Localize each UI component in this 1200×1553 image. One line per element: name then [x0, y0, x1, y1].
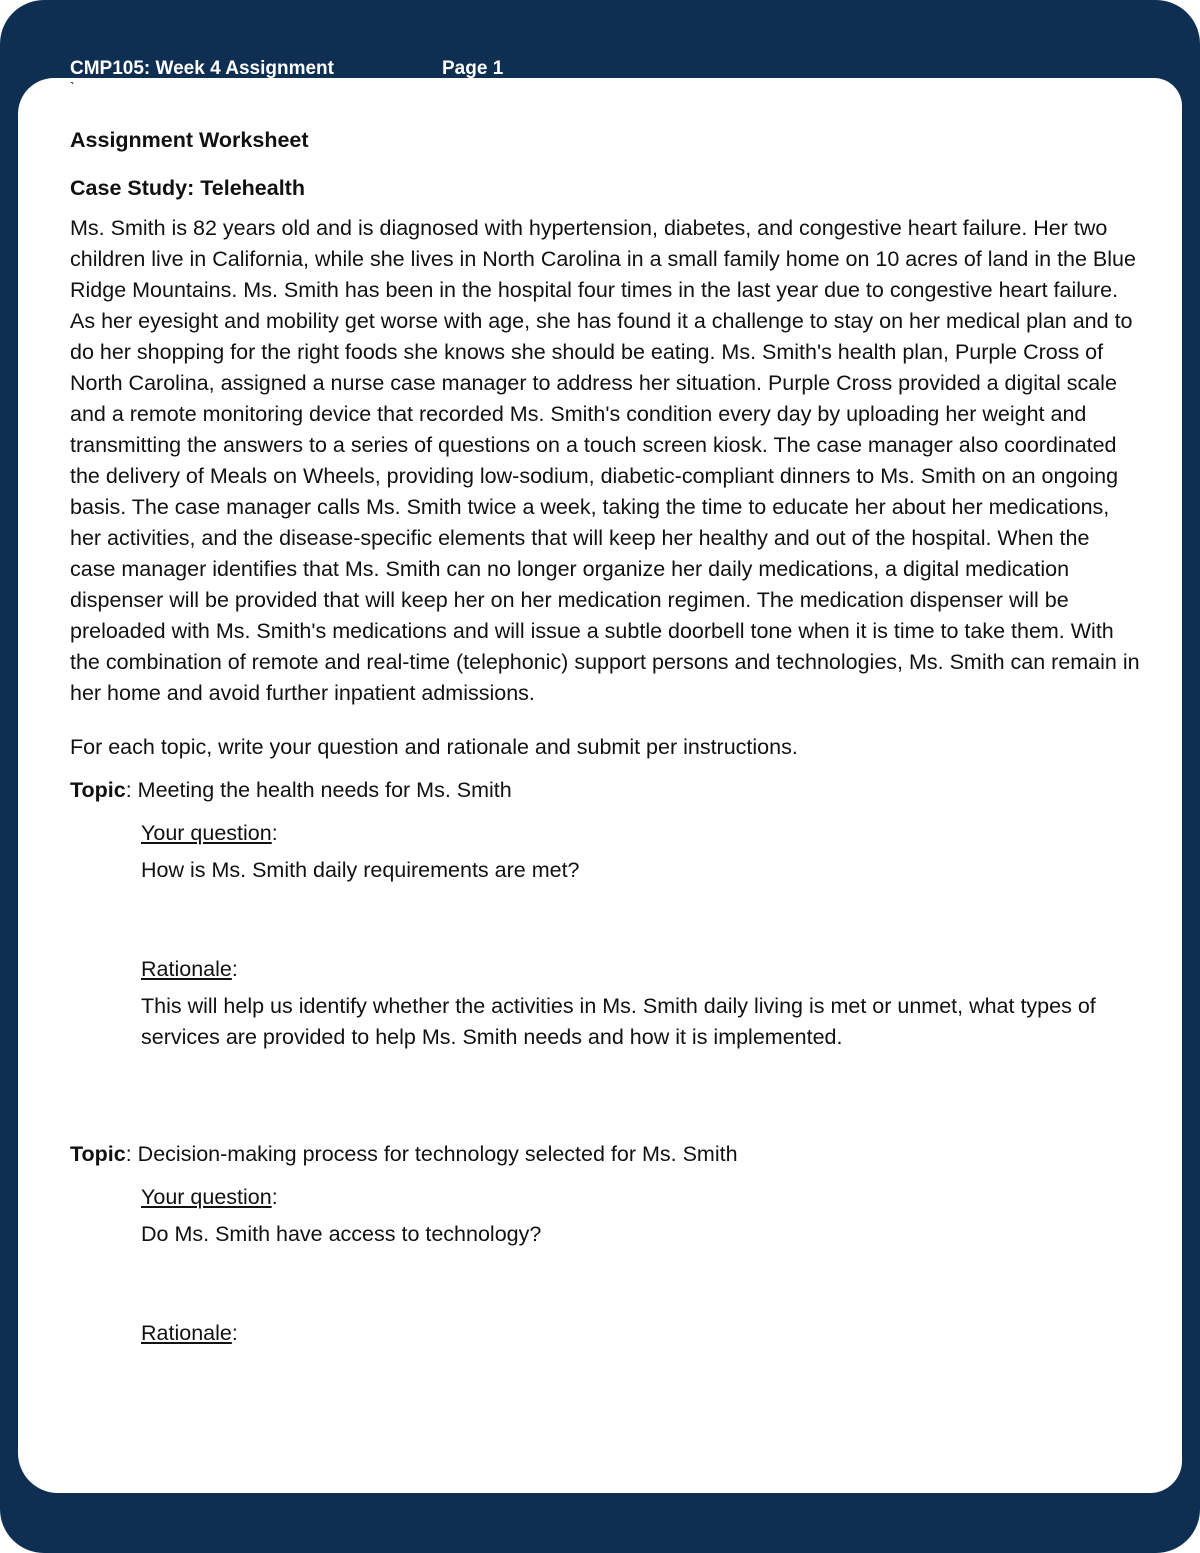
case-study-text: Ms. Smith is 82 years old and is diagnosed with hypertension, diabetes, and congestive heart failure. Her two children live in California, while she lives in North Carolina in a small family home on 10 acres of land in the Blue Ridge Mountains. Ms. Smith has been in the hospital four times in the last year due to congestive heart failure. As her eyesight and mobility get worse with age, she has found it a challenge to stay on her medical plan and to do her shopping for the right foods she knows she should be eating. Ms. Smith's health plan, Purple Cross of North Carolina, assigned a nurse case manager to address her situation. Purple Cross provided a digital scale and a remote monitoring device that recorded Ms. Smith's condition every day by uploading her weight and transmitting the answers to a series of questions on a touch screen kiosk. The case manager also coordinated the delivery of Meals on Wheels, providing low-sodium, diabetic-compliant dinners to Ms. Smith on an ongoing basis. The case manager calls Ms. Smith twice a week, taking the time to educate her about her medications, her activities, and the disease-specific elements that will keep her healthy and out of the hospital. When the case manager identifies that Ms. Smith can no longer organize her daily medications, a digital medication dispenser will be provided that will keep her on her medication regimen. The medication dispenser will be preloaded with Ms. Smith's medications and will issue a subtle doorbell tone when it is time to take them. With the combination of remote and real-time (telephonic) support persons and technologies, Ms. Smith can remain in her home and avoid further inpatient admissions. — [70, 216, 1140, 705]
topic-title: : Decision-making process for technology selected for Ms. Smith — [125, 1142, 738, 1166]
header-course-title: CMP105: Week 4 Assignment — [70, 58, 334, 79]
stray-mark: ` — [70, 79, 75, 95]
page-header — [70, 58, 670, 82]
your-question-label: Your question: — [141, 821, 278, 845]
topic-label: Topic — [70, 1142, 126, 1166]
rationale-label: Rationale: — [141, 1321, 238, 1345]
case-study-title: Case Study: Telehealth — [70, 176, 305, 200]
topic-1-rationale: This will help us identify whether the activities in Ms. Smith daily living is met or unmet, what types of services are provided to help Ms. Smith needs and how it is implemented. — [141, 994, 1096, 1049]
your-question-label: Your question: — [141, 1185, 278, 1209]
rationale-label: Rationale: — [141, 957, 238, 981]
topic-2-answers — [141, 1182, 1140, 1349]
topic-1-answers — [141, 818, 1140, 1127]
worksheet-title: Assignment Worksheet — [70, 128, 309, 152]
topic-2 — [70, 1139, 1140, 1170]
document-body — [70, 126, 1140, 1355]
topic-2-question: Do Ms. Smith have access to technology? — [141, 1222, 542, 1246]
topic-label: Topic — [70, 778, 126, 802]
header-page-number: Page 1 — [442, 58, 504, 79]
instructions-text: For each topic, write your question and rationale and submit per instructions. — [70, 735, 798, 759]
topic-title: : Meeting the health needs for Ms. Smith — [125, 778, 512, 802]
topic-1 — [70, 775, 1140, 806]
topic-1-question: How is Ms. Smith daily requirements are met? — [141, 858, 580, 882]
